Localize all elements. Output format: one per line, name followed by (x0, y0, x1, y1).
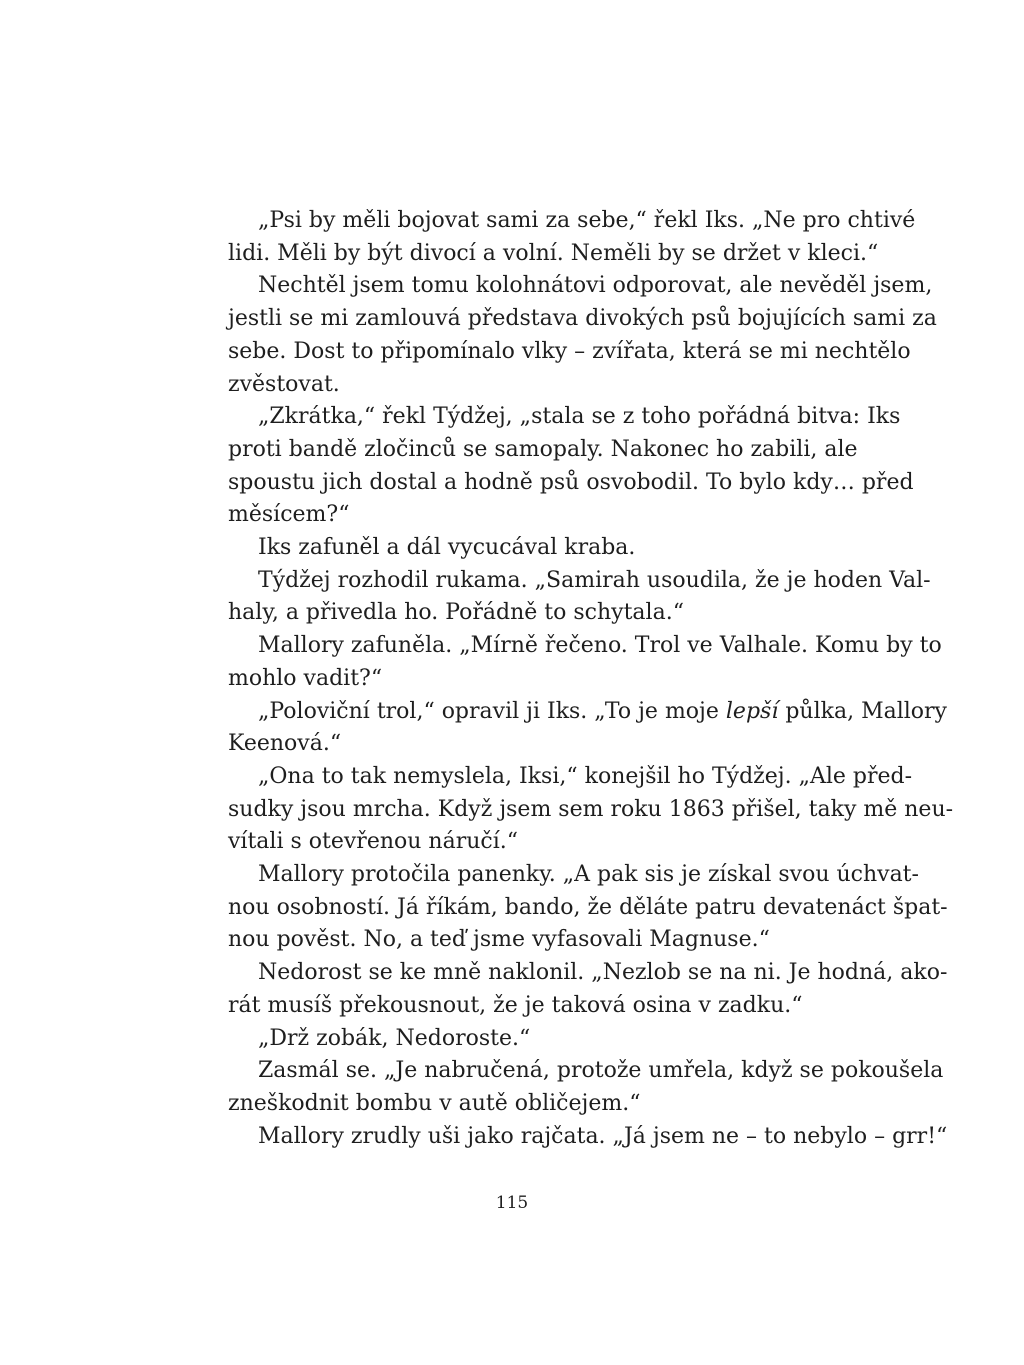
text-line: Zasmál se. „Je nabručená, protože umřela, když se pokoušela (258, 1058, 944, 1084)
text-line: Mallory zafuněla. „Mírně řečeno. Trol ve Valhale. Komu by to (258, 633, 942, 659)
paragraph (198, 1023, 828, 1056)
text-line: zneškodnit bombu v autě obličejem.“ (228, 1090, 641, 1116)
text-line: Nedorost se ke mně naklonil. „Nezlob se na ni. Je hodná, ako- (258, 960, 948, 986)
text-run: „Poloviční trol,“ opravil ji Iks. „To je moje (258, 698, 726, 724)
paragraph (198, 957, 948, 1022)
text-line: vítali s otevřenou náručí.“ (228, 829, 518, 855)
paragraph (198, 565, 931, 630)
paragraph (198, 401, 914, 532)
text-line: haly, a přivedla ho. Pořádně to schytala.“ (228, 600, 684, 626)
text-line: Nechtěl jsem tomu kolohnátovi odporovat, ale nevěděl jsem, (258, 273, 933, 299)
body-text (198, 205, 954, 1153)
text-line: sudky jsou mrcha. Když jsem sem roku 1863 přišel, taky mě neu- (228, 796, 954, 822)
text-line: „Psi by měli bojovat sami za sebe,“ řekl Iks. „Ne pro chtivé (258, 208, 916, 233)
text-line: Týdžej rozhodil rukama. „Samirah usoudila, že je hoden Val- (258, 567, 931, 593)
text-line: spoustu jich dostal a hodně psů osvobodil. To bylo kdy… před (228, 469, 914, 495)
text-line: proti bandě zločinců se samopaly. Nakonec ho zabili, ale (228, 436, 858, 462)
paragraph (198, 1055, 944, 1120)
paragraph (198, 270, 937, 401)
text-line: jestli se mi zamlouvá představa divokých psů bojujících sami za (228, 306, 937, 332)
text-line: zvěstovat. (228, 371, 340, 397)
text-line: sebe. Dost to připomínalo vlky – zvířata, která se mi nechtělo (228, 338, 911, 364)
text-line: Mallory protočila panenky. „A pak sis je získal svou úchvat- (258, 862, 919, 888)
paragraph (198, 532, 828, 565)
text-line (198, 696, 947, 729)
paragraph (198, 859, 948, 957)
text-line: nou osobností. Já říkám, bando, že děláte patru devatenáct špat- (228, 894, 948, 920)
paragraph (198, 761, 954, 859)
italic-word: lepší (725, 698, 779, 724)
paragraph (198, 205, 916, 270)
paragraph (198, 696, 947, 761)
text-line: nou pověst. No, a teď jsme vyfasovali Magnuse.“ (228, 927, 770, 953)
page-number: 115 (495, 1193, 529, 1213)
text-line: „Ona to tak nemyslela, Iksi,“ konejšil ho Týdžej. „Ale před- (258, 763, 913, 789)
text-line: Mallory zrudly uši jako rajčata. „Já jsem ne – to nebylo – grr!“ (258, 1123, 948, 1149)
text-line: lidi. Měli by být divocí a volní. Neměli by se držet v kleci.“ (228, 240, 879, 266)
text-line: mohlo vadit?“ (228, 665, 383, 691)
paragraph (198, 630, 942, 695)
text-line: Iks zafuněl a dál vycucával kraba. (258, 535, 636, 561)
text-line: měsícem?“ (228, 502, 350, 528)
text-run: půlka, Mallory (778, 698, 947, 724)
text-line: rát musíš překousnout, že je taková osina v zadku.“ (228, 992, 803, 1018)
text-line: „Drž zobák, Nedoroste.“ (258, 1025, 531, 1051)
text-line: Keenová.“ (228, 731, 342, 757)
text-line: „Zkrátka,“ řekl Týdžej, „stala se z toho pořádná bitva: Iks (258, 404, 901, 430)
paragraph (198, 1121, 948, 1154)
